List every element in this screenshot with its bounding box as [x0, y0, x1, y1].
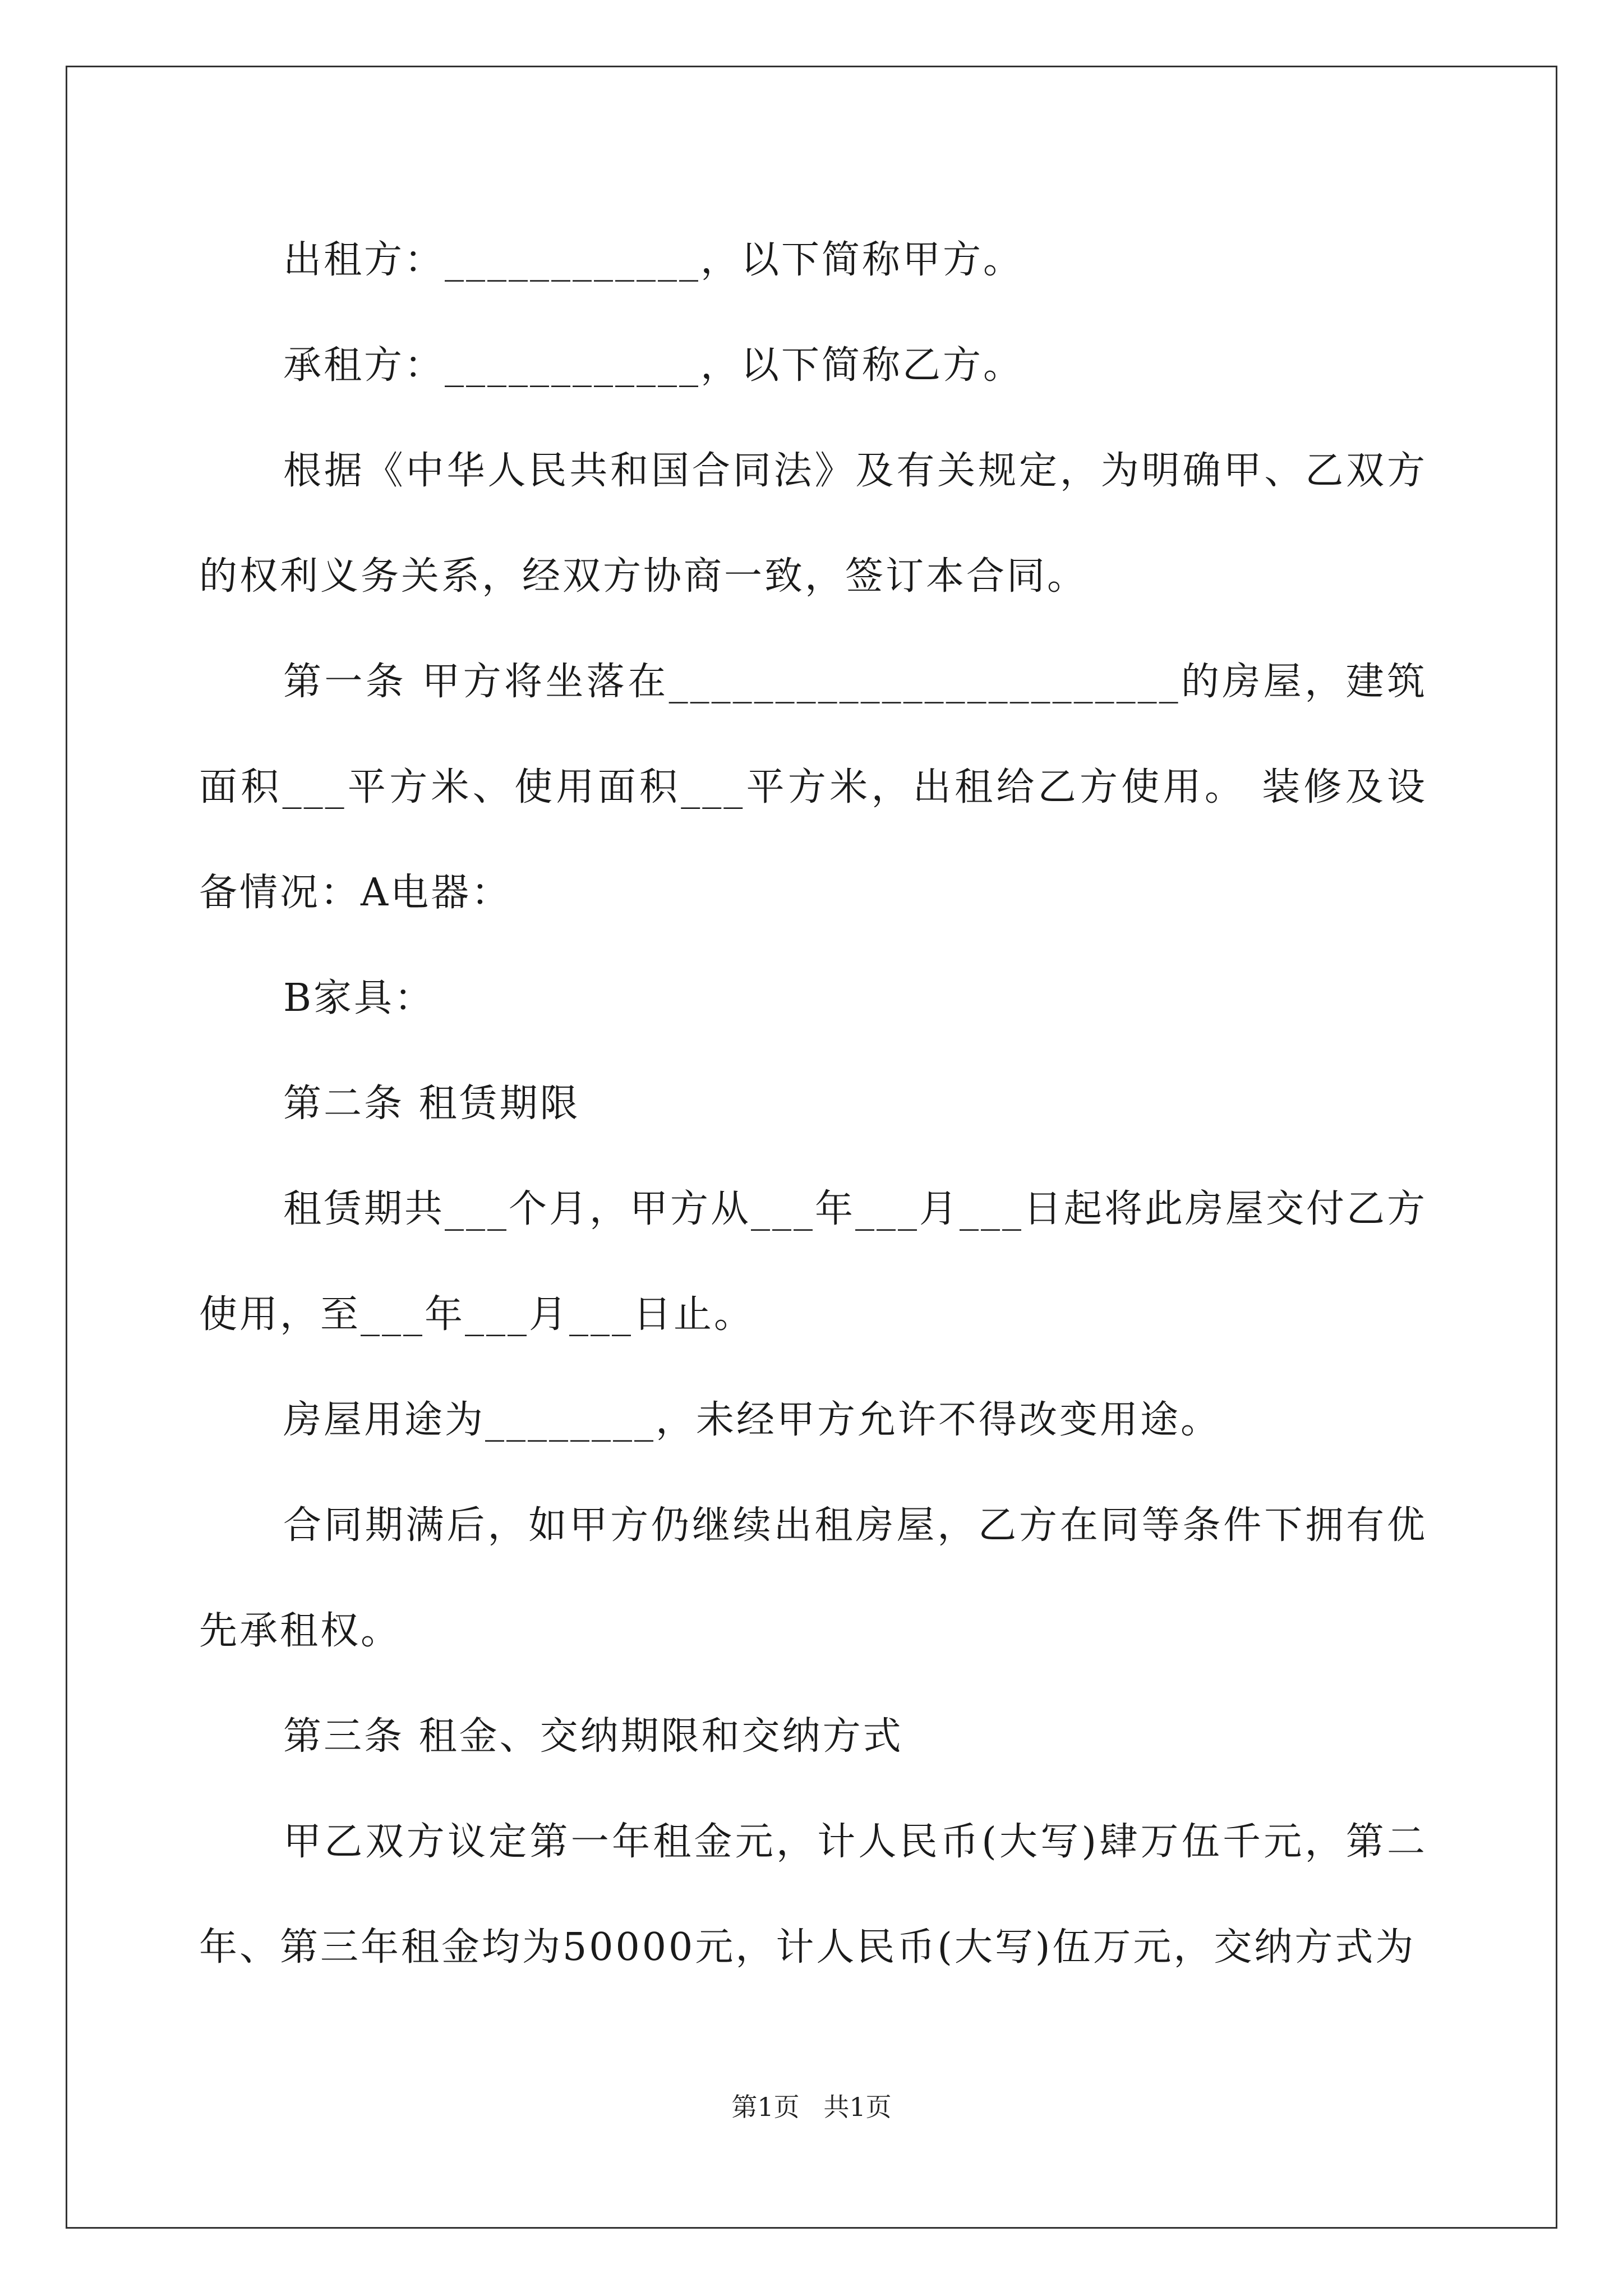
document-body	[199, 208, 1427, 2000]
page-number: 第1页	[731, 2092, 800, 2122]
heading-article-2: 第二条 租赁期限	[283, 1082, 580, 1126]
paragraph-lease-term: 租赁期共___个月，甲方从___年___月___日起将此房屋交付乙方使用，至___年___月___日止。	[199, 1187, 1428, 1337]
page-footer	[0, 2087, 1623, 2124]
paragraph-preamble: 根据《中华人民共和国合同法》及有关规定，为明确甲、乙双方的权利义务关系，经双方协商一致，签订本合同。	[199, 449, 1427, 599]
paragraph-article-1: 第一条 甲方将坐落在________________________的房屋，建筑面积___平方米、使用面积___平方米，出租给乙方使用。 装修及设备情况：A电器：	[199, 660, 1427, 915]
page-total: 共1页	[823, 2092, 892, 2122]
heading-article-3: 第三条 租金、交纳期限和交纳方式	[283, 1714, 903, 1759]
paragraph-lessee: 承租方：____________，以下简称乙方。	[283, 343, 1024, 388]
paragraph-furniture: B家具：	[283, 976, 435, 1020]
paragraph-lessor: 出租方：____________，以下简称甲方。	[283, 238, 1024, 282]
paragraph-rent: 甲乙双方议定第一年租金元，计人民币(大写)肆万伍千元，第二年、第三年租金均为50000元，计人民币(大写)伍万元，交纳方式为	[199, 1820, 1427, 1970]
paragraph-renewal: 合同期满后，如甲方仍继续出租房屋，乙方在同等条件下拥有优先承租权。	[199, 1503, 1427, 1653]
paragraph-usage: 房屋用途为________，未经甲方允许不得改变用途。	[283, 1398, 1221, 1442]
